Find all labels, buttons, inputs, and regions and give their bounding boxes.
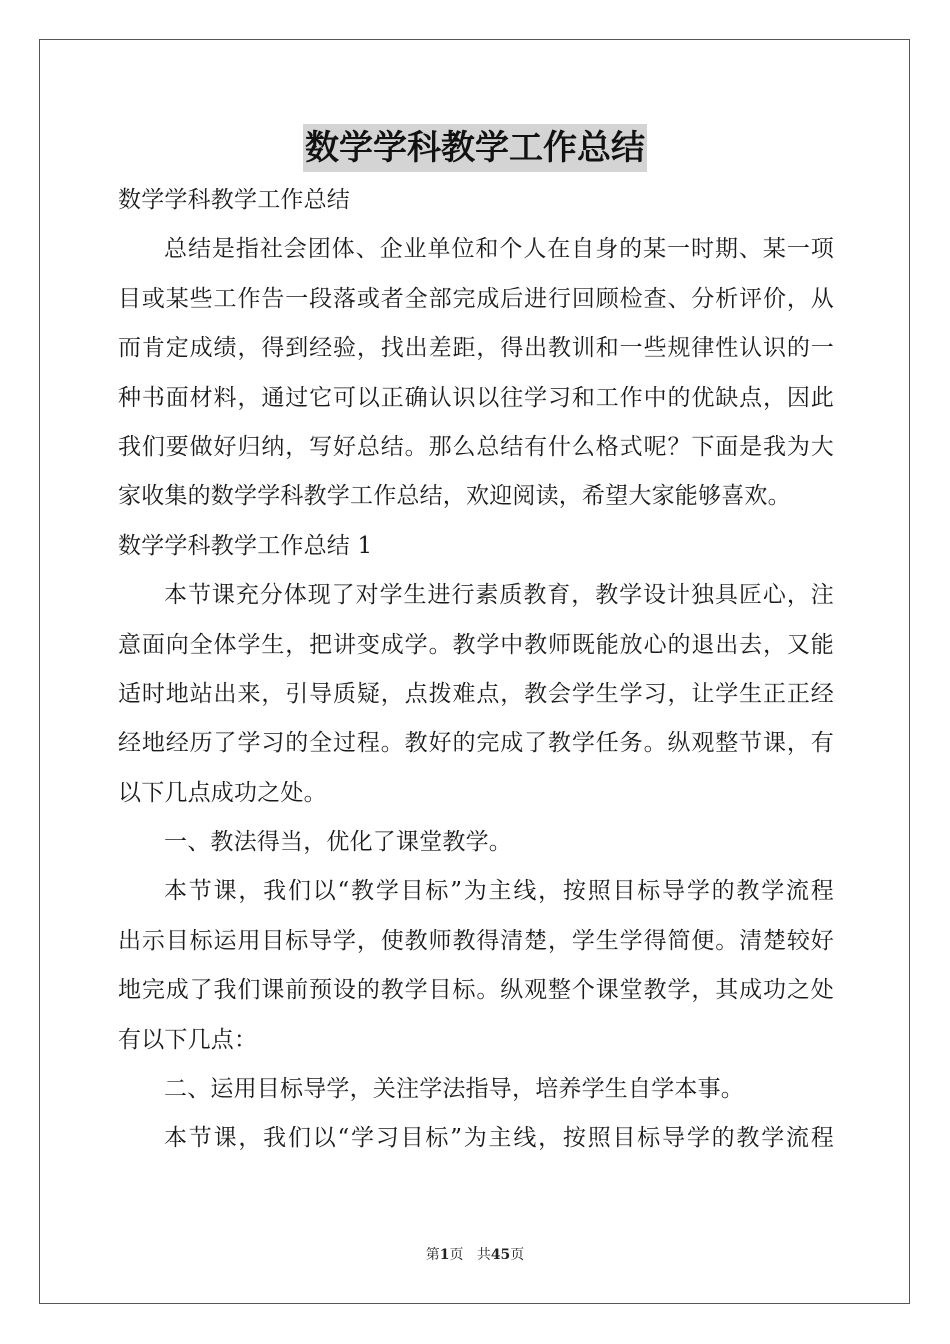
document-title [0,124,950,172]
paragraph-line: 经地经历了学习的全过程。教好的完成了教学任务。纵观整节课，有 [118,730,834,757]
paragraph-line: 而肯定成绩，得到经验，找出差距，得出教训和一些规律性认识的一 [118,335,834,362]
paragraph-line: 种书面材料，通过它可以正确认识以往学习和工作中的优缺点，因此 [118,384,834,411]
paragraph-line: 地完成了我们课前预设的教学目标。纵观整个课堂教学，其成功之处 [118,977,834,1004]
paragraph-line: 以下几点成功之处。 [118,779,327,806]
total-suffix: 页 [510,1247,525,1263]
section-heading: 数学学科教学工作总结 1 [118,532,373,559]
paragraph-line: 有以下几点： [118,1026,258,1053]
paragraph-line: 出示目标运用目标导学，使教师教得清楚，学生学得简便。清楚较好 [118,927,834,954]
paragraph-line: 目或某些工作告一段落或者全部完成后进行回顾检查、分析评价，从 [118,285,834,312]
paragraph-line: 总结是指社会团体、企业单位和个人在自身的某一时期、某一项 [164,236,834,263]
paragraph-line: 本节课，我们以“学习目标”为主线，按照目标导学的教学流程 [164,1125,834,1152]
paragraph-line: 本节课，我们以“教学目标”为主线，按照目标导学的教学流程 [164,878,834,905]
page-prefix: 第 [425,1247,440,1263]
total-prefix: 共 [476,1247,491,1263]
page-suffix: 页 [449,1247,464,1263]
paragraph-line: 家收集的数学学科教学工作总结，欢迎阅读，希望大家能够喜欢。 [118,483,791,510]
paragraph-line: 一、教法得当，优化了课堂教学。 [164,829,512,856]
page-number: 1 [439,1247,450,1263]
section-heading: 数学学科教学工作总结 [118,187,350,213]
page-footer [0,1245,950,1265]
paragraph-line: 我们要做好归纳，写好总结。那么总结有什么格式呢？下面是我为大 [118,433,834,460]
document-body [118,176,834,1164]
paragraph-line: 适时地站出来，引导质疑，点拨难点，教会学生学习，让学生正正经 [118,680,834,707]
total-pages: 45 [490,1247,511,1263]
paragraph-line: 二、运用目标导学，关注学法指导，培养学生自学本事。 [164,1076,744,1103]
document-title-text: 数学学科教学工作总结 [303,124,647,172]
paragraph-line: 本节课充分体现了对学生进行素质教育，教学设计独具匠心，注 [164,582,834,609]
paragraph-line: 意面向全体学生，把讲变成学。教学中教师既能放心的退出去，又能 [118,631,834,658]
